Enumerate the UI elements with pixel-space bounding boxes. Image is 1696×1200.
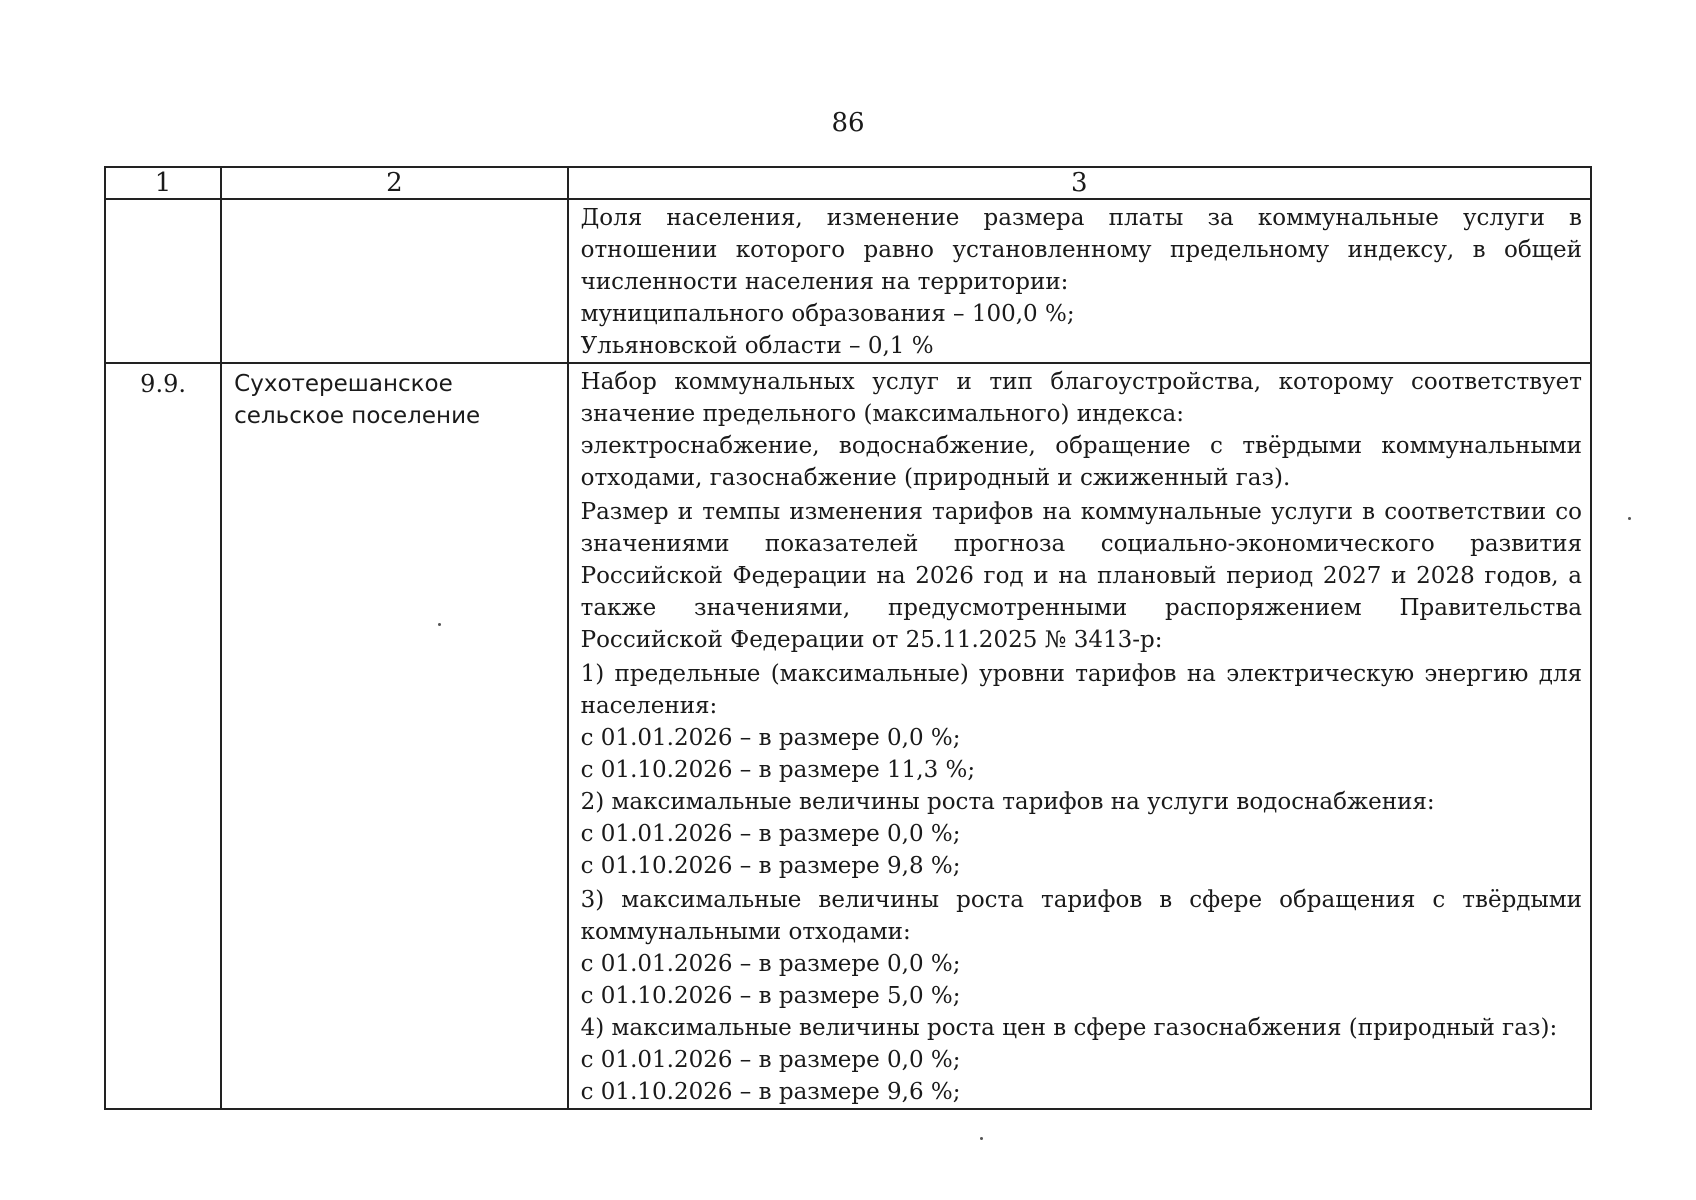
paragraph-water-heading: 2) максимальные величины роста тарифов на услуги водоснабжения: — [580, 789, 1435, 815]
cell-empty-name — [221, 199, 567, 363]
table-row-continued — [105, 199, 1591, 363]
paragraph-gas-oct: с 01.10.2026 – в размере 9,6 %; — [580, 1079, 961, 1105]
paragraph-electricity-oct: с 01.10.2026 – в размере 11,3 %; — [580, 757, 976, 783]
scan-speck — [1628, 517, 1631, 520]
paragraph-waste-jan: с 01.01.2026 – в размере 0,0 %; — [580, 951, 961, 977]
paragraph-services-set: Набор коммунальных услуг и тип благоустройства, которому соответствует значение предельного (максимального) индекса: — [580, 369, 1582, 427]
paragraph-water-jan: с 01.01.2026 – в размере 0,0 %; — [580, 821, 961, 847]
column-header-3: 3 — [568, 167, 1591, 199]
paragraph-services-list: электроснабжение, водоснабжение, обращение с твёрдыми коммунальными отходами, газоснабжение (природный и сжиженный газ). — [580, 433, 1582, 491]
cell-row-content — [568, 363, 1591, 1109]
page-number: 86 — [831, 108, 865, 138]
column-header-1: 1 — [105, 167, 221, 199]
settlement-name: Сухотерешанское сельское поселение — [221, 363, 567, 1109]
row-number: 9.9. — [105, 363, 221, 1109]
paragraph-waste-oct: с 01.10.2026 – в размере 5,0 %; — [580, 983, 961, 1009]
paragraph-waste-heading: 3) максимальные величины роста тарифов в сфере обращения с твёрдыми коммунальными отходами: — [580, 887, 1582, 945]
paragraph-electricity-jan: с 01.01.2026 – в размере 0,0 %; — [580, 725, 961, 751]
paragraph-gas-jan: с 01.01.2026 – в размере 0,0 %; — [580, 1047, 961, 1073]
paragraph-gas-heading: 4) максимальные величины роста цен в сфере газоснабжения (природный газ): — [580, 1015, 1558, 1041]
scan-speck — [980, 1137, 983, 1140]
tariff-table — [104, 166, 1592, 1110]
cell-continued-content — [568, 199, 1591, 363]
paragraph-water-oct: с 01.10.2026 – в размере 9,8 %; — [580, 853, 961, 879]
table-header-row — [105, 167, 1591, 199]
paragraph-population-share: Доля населения, изменение размера платы за коммунальные услуги в отношении которого равно установленному предельному индексу, в общей численности населения на территории: — [580, 205, 1582, 295]
paragraph-electricity-heading: 1) предельные (максимальные) уровни тарифов на электрическую энергию для населения: — [580, 661, 1582, 719]
column-header-2: 2 — [221, 167, 567, 199]
scan-speck — [438, 623, 441, 626]
cell-empty-number — [105, 199, 221, 363]
paragraph-region-share: Ульяновской области – 0,1 % — [580, 333, 934, 359]
table-row — [105, 363, 1591, 1109]
paragraph-tariff-basis: Размер и темпы изменения тарифов на коммунальные услуги в соответствии со значениями показателей прогноза социально-экономического развития Российской Федерации на 2026 год и на плановый период 2027 и 2028 годов, а также значениями, предусмотренными распоряжением Правительства Российской Федерации от 25.11.2025 № 3413-р: — [580, 499, 1582, 653]
paragraph-municipal-share: муниципального образования – 100,0 %; — [580, 301, 1075, 327]
